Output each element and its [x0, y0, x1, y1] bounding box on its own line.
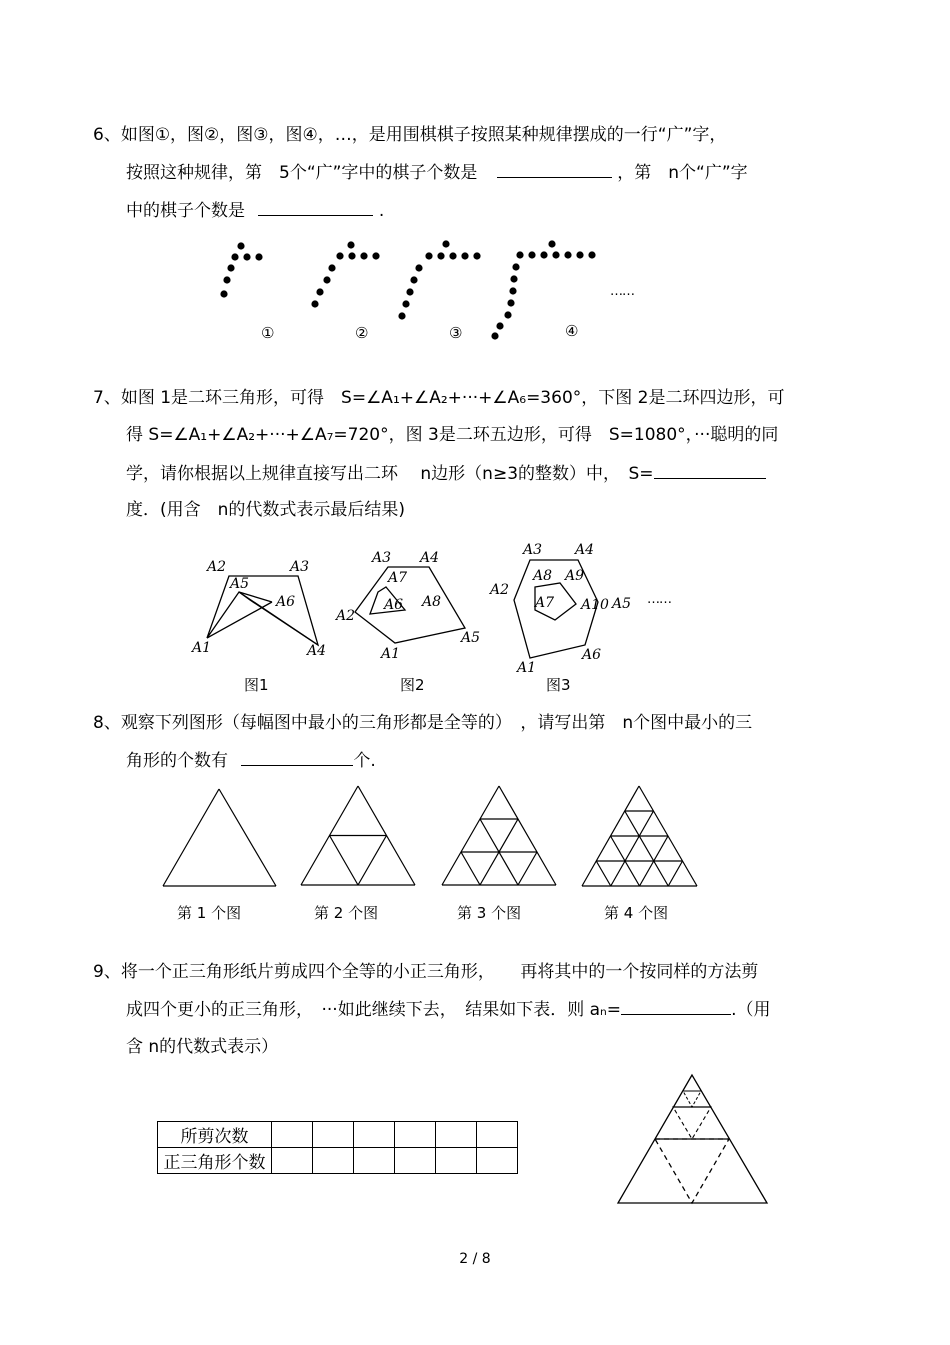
fig-label: ①: [261, 324, 275, 342]
vertex-label: A8: [533, 568, 553, 584]
vertex-label: A3: [290, 559, 310, 575]
page-number: 2 / 8: [459, 1251, 491, 1267]
q8-line2-text: 角形的个数有: [126, 751, 228, 771]
q6-line1: 6、如图①，图②，图③，图④，…，是用围棋棋子按照某种规律摆成的一行“广”字，: [93, 125, 727, 145]
figure-caption: 图1: [244, 676, 269, 694]
vertex-label: A3: [372, 550, 392, 566]
q6-line3-end: .: [378, 201, 385, 221]
q6-line2-text: 按照这种规律，第 5个“广”字中的棋子个数是: [126, 163, 478, 183]
vertex-label: A10: [581, 597, 609, 613]
ellipsis: ……: [647, 592, 671, 607]
vertex-label: A6: [582, 647, 602, 663]
q8-line1: 8、观察下列图形（每幅图中最小的三角形都是全等的） ，请写出第 n个图中最小的三: [93, 713, 753, 733]
vertex-label: A2: [490, 582, 510, 598]
dashed-triangle: [683, 1091, 701, 1107]
fig-label: ②: [355, 324, 369, 342]
dashed-triangle: [655, 1139, 729, 1203]
vertex-label: A9: [565, 568, 585, 584]
table-header: 正三角形个数: [158, 1148, 272, 1174]
ellipsis: ……: [610, 284, 634, 299]
vertex-label: A8: [422, 594, 442, 610]
vertex-label: A5: [612, 596, 632, 612]
figure-caption: 图2: [400, 676, 425, 694]
vertex-label: A5: [461, 630, 481, 646]
figure-caption: 第 4 个图: [604, 904, 669, 922]
q9-line1: 9、将一个正三角形纸片剪成四个全等的小正三角形， 再将其中的一个按同样的方法剪: [93, 962, 759, 982]
vertex-label: A4: [420, 550, 440, 566]
vertex-label: A1: [381, 646, 401, 662]
vertex-label: A4: [307, 643, 327, 659]
vertex-label: A6: [384, 597, 404, 613]
q9-line2-end: .（用: [731, 1000, 771, 1020]
vertex-label: A6: [276, 594, 296, 610]
figure-caption: 第 1 个图: [177, 904, 242, 922]
vertex-label: A7: [388, 570, 408, 586]
q8-line2-end: 个.: [353, 751, 376, 771]
vertex-label: A4: [575, 542, 595, 558]
fig-label: ④: [565, 322, 579, 340]
q7-line3-text: 学，请你根据以上规律直接写出二环 n边形（n≥3的整数）中， S=: [126, 464, 654, 484]
q6-line2-text-b: ，第 n个“广”字: [617, 163, 748, 183]
fig-label: ③: [449, 324, 463, 342]
vertex-label: A1: [517, 660, 537, 676]
figure-caption: 图3: [546, 676, 571, 694]
vertex-label: A3: [523, 542, 543, 558]
q9-line2-text: 成四个更小的正三角形， ···如此继续下去， 结果如下表．则 aₙ=: [126, 1000, 622, 1020]
q7-line2: 得 S=∠A₁+∠A₂+···+∠A₇=720°，图 3是二环五边形，可得 S=1080°，···聪明的同: [126, 425, 779, 445]
vertex-label: A1: [192, 640, 212, 656]
table-header: 所剪次数: [158, 1122, 272, 1148]
dashed-triangle: [673, 1107, 711, 1139]
q6-line3-text: 中的棋子个数是: [126, 201, 245, 221]
figure-caption: 第 3 个图: [457, 904, 522, 922]
vertex-label: A5: [230, 576, 250, 592]
q9-line3: 含 n的代数式表示）: [126, 1037, 279, 1057]
figure-caption: 第 2 个图: [314, 904, 379, 922]
vertex-label: A2: [336, 608, 356, 624]
q7-line1: 7、如图 1是二环三角形，可得 S=∠A₁+∠A₂+···+∠A₆=360°，下图 2是二环四边形，可: [93, 388, 785, 408]
vertex-label: A7: [535, 595, 555, 611]
q7-line4: 度．(用含 n的代数式表示最后结果): [126, 500, 406, 520]
vertex-label: A2: [207, 559, 227, 575]
